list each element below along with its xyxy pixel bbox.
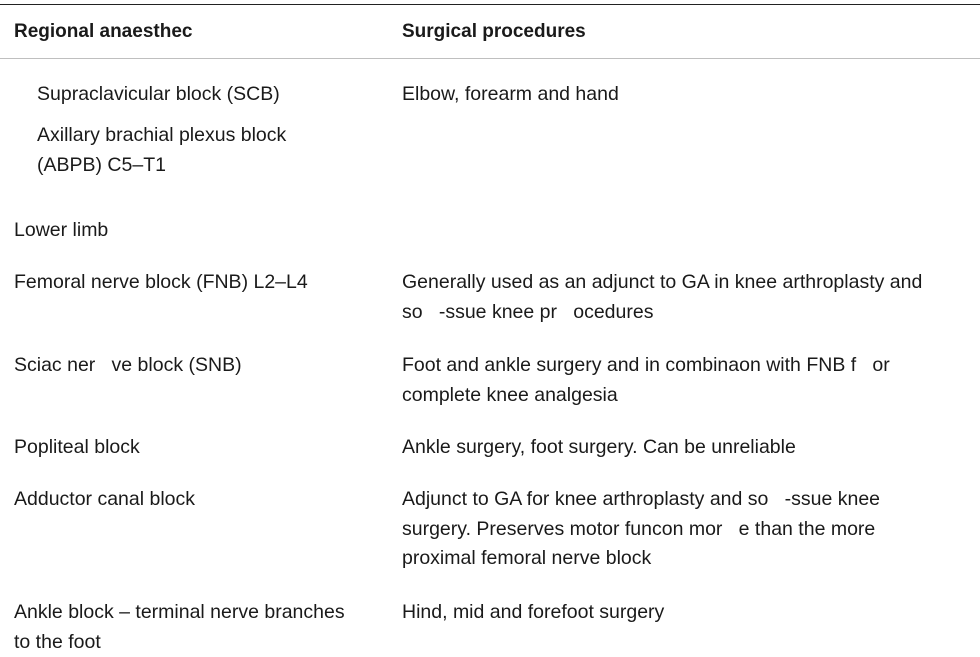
column-header-regional-anaesthesia: Regional anaesthec: [14, 21, 193, 42]
table-row-0-technique: Supraclavicular block (SCB): [37, 83, 280, 105]
table-row-0-procedure: Elbow, forearm and hand: [402, 83, 619, 105]
table-row-5-procedure: Ankle surgery, foot surgery. Can be unreliable: [402, 436, 796, 458]
table-row-6-technique: Adductor canal block: [14, 488, 196, 510]
table-row-6-procedure: Adjunct to GA for knee arthroplasty and so -ssue knee surgery. Preserves motor funcon mor e than the more proximal femoral nerve block: [402, 488, 881, 569]
table-row-7-technique: Ankle block – terminal nerve branches to the foot: [14, 601, 345, 653]
table-top-rule: [0, 4, 980, 5]
table-row-7-procedure: Hind, mid and forefoot surgery: [402, 601, 665, 623]
header-divider: [0, 58, 980, 59]
table-row-3-procedure: Generally used as an adjunct to GA in knee arthroplasty and so -ssue knee pr ocedures: [402, 271, 923, 323]
table-row-4-technique: Sciac ner ve block (SNB): [14, 354, 242, 376]
table-row-1-technique: Axillary brachial plexus block (ABPB) C5–T1: [37, 124, 287, 176]
table-row-3-technique: Femoral nerve block (FNB) L2–L4: [14, 271, 308, 293]
table-row-4-procedure: Foot and ankle surgery and in combinaon with FNB f or complete knee analgesia: [402, 354, 890, 406]
column-header-surgical-procedures: Surgical procedures: [402, 21, 586, 42]
table-row-5-technique: Popliteal block: [14, 436, 140, 458]
table-row-2-section-heading: Lower limb: [14, 219, 109, 241]
